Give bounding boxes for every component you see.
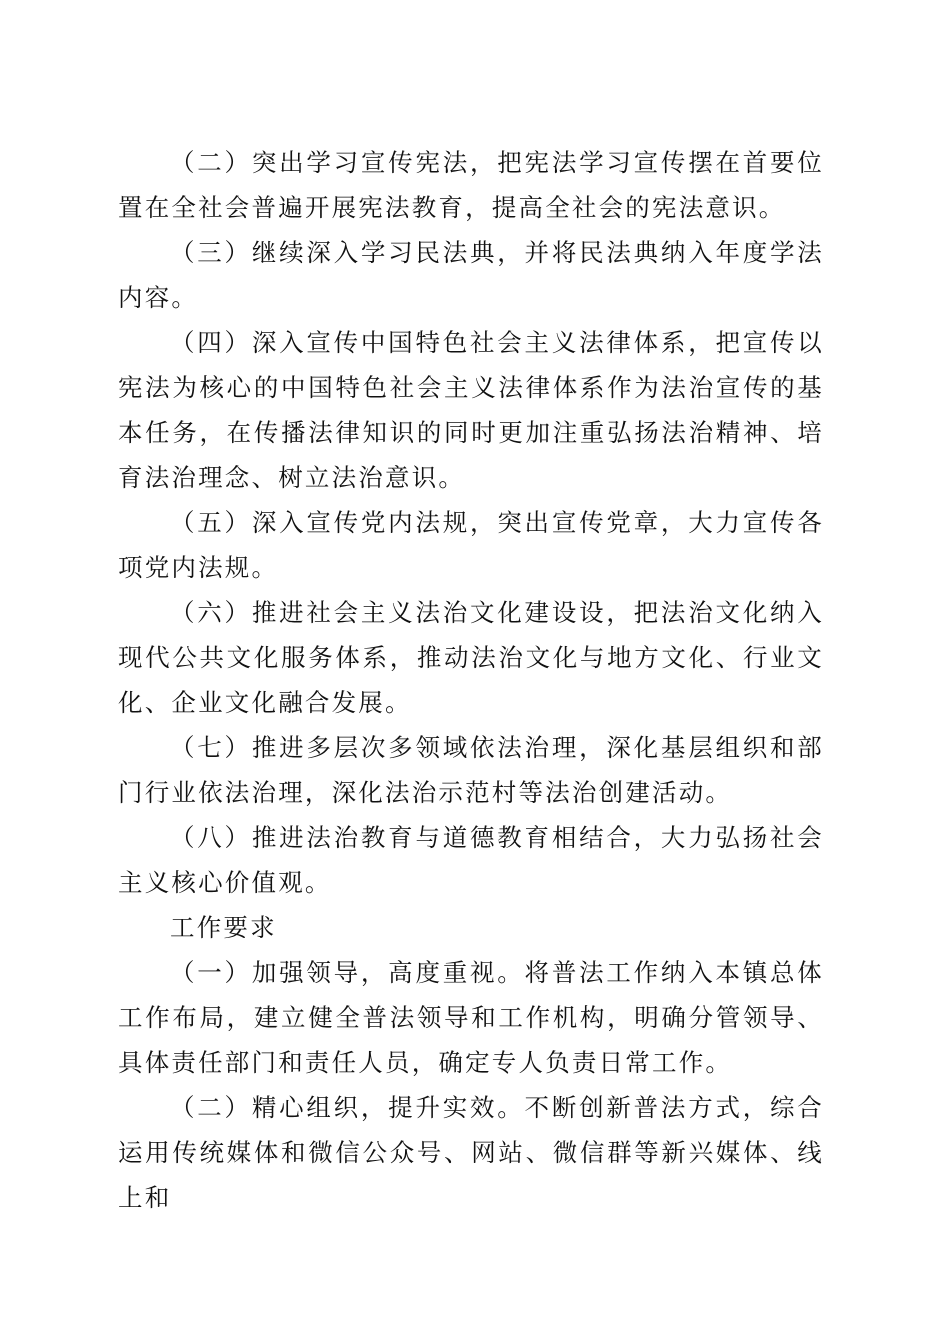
paragraph-party-regulations: （五）深入宣传党内法规，突出宣传党章，大力宣传各项党内法规。 — [118, 508, 824, 582]
paragraph-legal-culture: （六）推进社会主义法治文化建设设，把法治文化纳入现代公共文化服务体系，推动法治文化与地方文化、行业文化、企业文化融合发展。 — [118, 598, 824, 717]
paragraph-moral-education: （八）推进法治教育与道德教育相结合，大力弘扬社会主义核心价值观。 — [118, 823, 824, 897]
paragraph-requirement-organization: （二）精心组织，提升实效。不断创新普法方式，综合运用传统媒体和微信公众号、网站、微信群等新兴媒体、线上和 — [118, 1093, 824, 1212]
paragraph-legal-system: （四）深入宣传中国特色社会主义法律体系，把宣传以宪法为核心的中国特色社会主义法律体系作为法治宣传的基本任务，在传播法律知识的同时更加注重弘扬法治精神、培育法治理念、树立法治意识。 — [118, 328, 824, 492]
paragraph-governance: （七）推进多层次多领域依法治理，深化基层组织和部门行业依法治理，深化法治示范村等法治创建活动。 — [118, 733, 824, 807]
paragraph-constitution: （二）突出学习宣传宪法，把宪法学习宣传摆在首要位置在全社会普遍开展宪法教育，提高全社会的宪法意识。 — [118, 148, 824, 222]
document-body — [118, 140, 824, 1220]
section-heading: 工作要求 — [170, 913, 277, 942]
paragraph-civil-code: （三）继续深入学习民法典，并将民法典纳入年度学法内容。 — [118, 238, 824, 312]
paragraph-requirement-leadership: （一）加强领导，高度重视。将普法工作纳入本镇总体工作布局，建立健全普法领导和工作机构，明确分管领导、具体责任部门和责任人员，确定专人负责日常工作。 — [118, 958, 824, 1077]
